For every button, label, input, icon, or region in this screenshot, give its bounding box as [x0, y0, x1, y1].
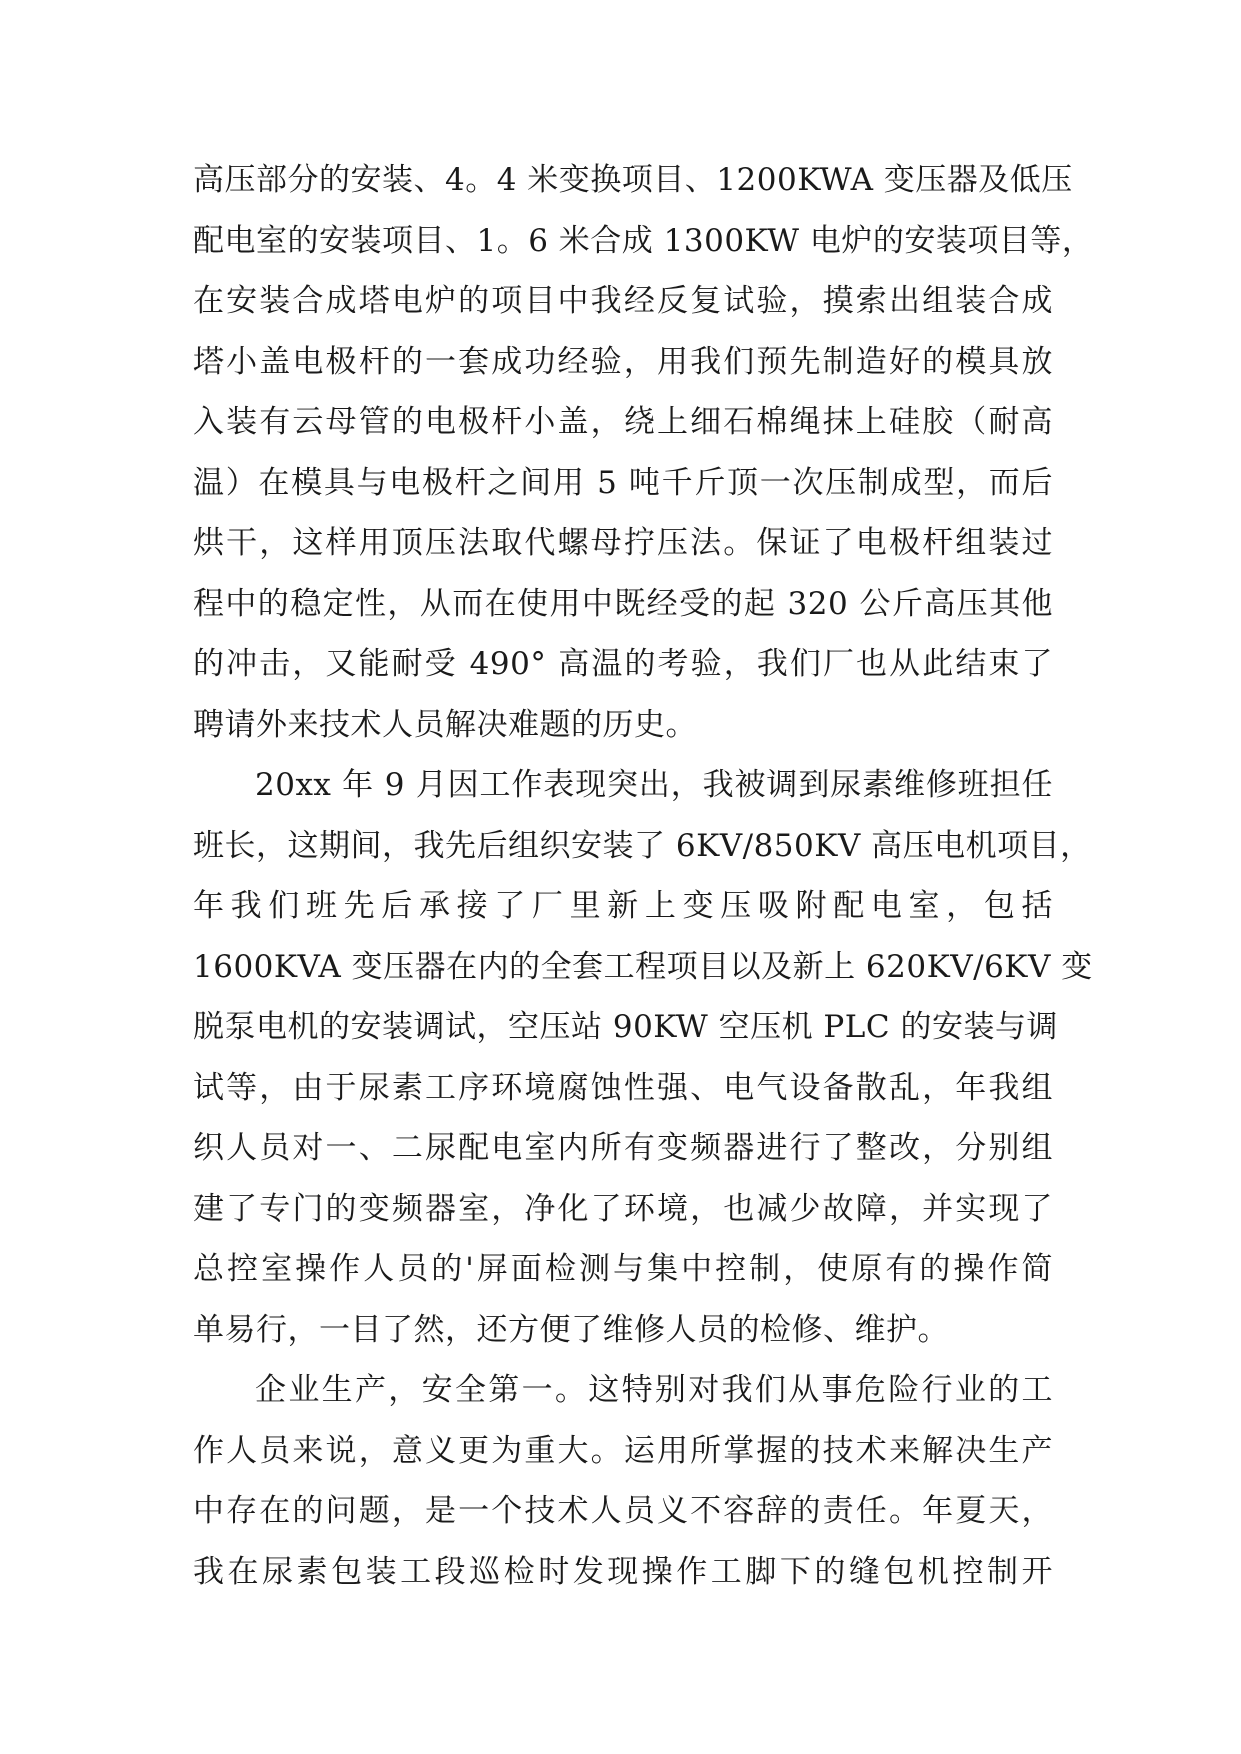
paragraph-2-line-10: 单易行，一目了然，还方便了维修人员的检修、维护。: [193, 1311, 949, 1348]
paragraph-2-line-4: 1600KVA 变压器在内的全套工程项目以及新上 620KV/6KV 变: [193, 948, 1093, 985]
paragraph-2-line-5: 脱泵电机的安装调试，空压站 90KW 空压机 PLC 的安装与调: [193, 1009, 1058, 1045]
paragraph-2-line-1: 20xx 年 9 月因工作表现突出，我被调到尿素维修班担任: [255, 767, 1053, 803]
paragraph-2-line-6: 试等，由于尿素工序环境腐蚀性强、电气设备散乱，年我组: [193, 1069, 1053, 1106]
paragraph-1-line-5: 入装有云母管的电极杆小盖，绕上细石棉绳抹上硅胶（耐高: [193, 404, 1053, 440]
paragraph-1-line-1: 高压部分的安装、4。4 米变换项目、1200KWA 变压器及低压: [193, 162, 1073, 198]
paragraph-1-line-9: 的冲击，又能耐受 490° 高温的考验，我们厂也从此结束了: [193, 646, 1053, 682]
paragraph-2-line-8: 建了专门的变频器室，净化了环境，也减少故障，并实现了: [193, 1190, 1053, 1227]
paragraph-1-line-6: 温）在模具与电极杆之间用 5 吨千斤顶一次压制成型，而后: [193, 464, 1053, 501]
paragraph-2-line-2: 班长，这期间，我先后组织安装了 6KV/850KV 高压电机项目，: [193, 827, 1092, 864]
paragraph-3-line-1: 企业生产，安全第一。这特别对我们从事危险行业的工: [255, 1372, 1053, 1408]
paragraph-3-line-4: 我在尿素包装工段巡检时发现操作工脚下的缝包机控制开: [193, 1553, 1053, 1590]
paragraph-3-line-3: 中存在的问题，是一个技术人员义不容辞的责任。年夏天，: [193, 1493, 1053, 1529]
paragraph-1-line-7: 烘干，这样用顶压法取代螺母拧压法。保证了电极杆组装过: [193, 525, 1053, 561]
paragraph-1-line-8: 程中的稳定性，从而在使用中既经受的起 320 公斤高压其他: [193, 585, 1053, 622]
paragraph-1-line-2: 配电室的安装项目、1。6 米合成 1300KW 电炉的安装项目等，: [193, 222, 1094, 259]
paragraph-1-line-4: 塔小盖电极杆的一套成功经验，用我们预先制造好的模具放: [193, 343, 1053, 380]
paragraph-2-line-7: 织人员对一、二尿配电室内所有变频器进行了整改，分别组: [193, 1130, 1053, 1166]
paragraph-1-line-3: 在安装合成塔电炉的项目中我经反复试验，摸索出组装合成: [193, 283, 1053, 319]
paragraph-2-line-9: 总控室操作人员的'屏面检测与集中控制，使原有的操作简: [193, 1251, 1053, 1287]
body-text: [193, 150, 1094, 1602]
paragraph-2-line-3: 年我们班先后承接了厂里新上变压吸附配电室，包括: [193, 888, 1053, 924]
paragraph-1-line-10: 聘请外来技术人员解决难题的历史。: [193, 706, 697, 743]
paragraph-3-line-2: 作人员来说，意义更为重大。运用所掌握的技术来解决生产: [193, 1432, 1053, 1469]
